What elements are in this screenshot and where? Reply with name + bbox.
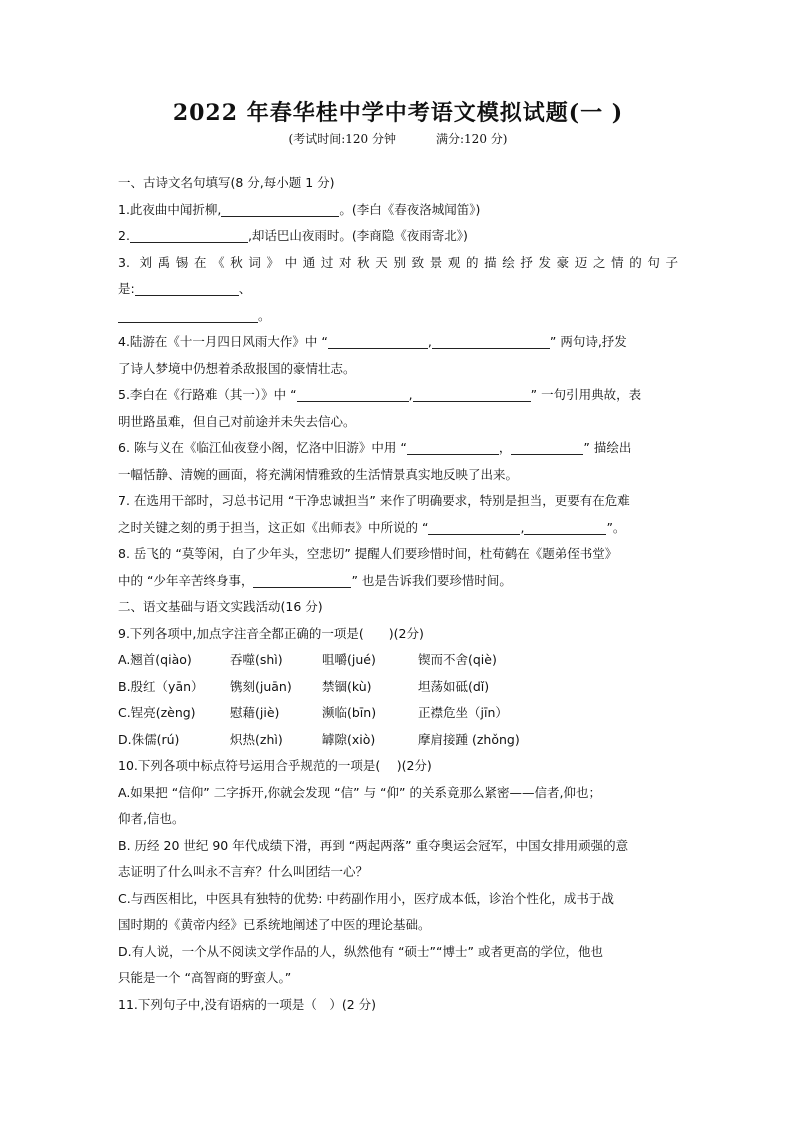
question-4-line1: 4.陆游在《十一月四日风雨大作》中 “ , ” 两句诗,抒发 xyxy=(118,334,627,349)
answer-blank[interactable] xyxy=(135,281,239,296)
section1-heading: 一、古诗文名句填写(8 分,每小题 1 分) xyxy=(118,175,335,190)
answer-blank[interactable] xyxy=(524,520,606,535)
question-10-option-b-line1[interactable]: B. 历经 20 世纪 90 年代成绩下滑，再到 “两起两落” 重夺奥运会冠军，中国女排用顽强的意 xyxy=(118,837,629,853)
question-10-option-c-line1[interactable]: C.与西医相比，中医具有独特的优势: 中药副作用小，医疗成本低，诊治个性化，成书于战 xyxy=(118,890,614,906)
question-9-option-c[interactable]: C.锃亮(zèng) 慰藉(jiè) 濒临(bīn) 正襟危坐（jīn） xyxy=(118,705,508,720)
answer-blank[interactable] xyxy=(221,202,339,217)
answer-blank[interactable] xyxy=(253,573,351,588)
answer-blank[interactable] xyxy=(428,520,520,535)
question-3-line3: 。 xyxy=(118,303,678,330)
question-3-line2: 是: 、 xyxy=(118,281,252,296)
answer-blank[interactable] xyxy=(297,387,409,402)
section2-heading: 二、语文基础与语文实践活动(16 分) xyxy=(118,599,323,614)
question-9-option-d[interactable]: D.侏儒(rú) 炽热(zhì) 罅隙(xiò) 摩肩接踵 (zhǒng) xyxy=(118,731,520,747)
question-7-line2: 之时关键之刻的勇于担当，这正如《出师表》中所说的 “ , ”。 xyxy=(118,519,626,535)
question-8-line2: 中的 “少年辛苦终身事， ” 也是告诉我们要珍惜时间。 xyxy=(118,572,512,588)
question-8-line1: 8. 岳飞的 “莫等闲，白了少年头，空悲切” 提醒人们要珍惜时间，杜荀鹤在《题弟侄书堂》 xyxy=(118,546,618,561)
question-10-option-d-line1[interactable]: D.有人说，一个从不阅读文学作品的人，纵然他有 “硕士”“博士” 或者更高的学位，他也 xyxy=(118,943,603,959)
exam-score: 满分:120 分) xyxy=(436,132,508,146)
answer-blank[interactable] xyxy=(130,228,248,243)
question-9-stem: 9.下列各项中,加点字注音全都正确的一项是( )(2分) xyxy=(118,625,424,641)
question-11-stem: 11.下列句子中,没有语病的一项是（ ）(2 分) xyxy=(118,996,377,1012)
question-7-line1: 7. 在选用干部时，习总书记用 “干净忠诚担当” 来作了明确要求，特别是担当，更要有在危难 xyxy=(118,493,630,508)
exam-title: 2022 年春华桂中学中考语文模拟试题(一 ) xyxy=(172,100,624,126)
question-10-option-a-line2: 仰者,信也。 xyxy=(118,811,185,826)
exam-subtitle xyxy=(118,130,678,148)
answer-blank[interactable] xyxy=(413,387,531,402)
question-5-line1: 5.李白在《行路难（其一）》中 “ , ” 一句引用典故，表 xyxy=(118,387,642,402)
answer-blank[interactable] xyxy=(432,334,550,349)
question-9-option-b[interactable]: B.殷红（yān） 镌刻(juān) 禁锢(kù) 坦荡如砥(dǐ) xyxy=(118,678,490,694)
answer-blank[interactable] xyxy=(511,440,583,455)
question-1: 1.此夜曲中闻折柳, 。(李白《春夜洛城闻笛》) xyxy=(118,201,481,217)
question-5-line2: 明世路虽难，但自己对前途并未失去信心。 xyxy=(118,413,356,429)
question-10-option-b-line2: 志证明了什么叫永不言弃？什么叫团结一心？ xyxy=(118,864,369,879)
question-10-option-a-line1[interactable]: A.如果把 “信仰” 二字拆开,你就会发现 “信” 与 “仰” 的关系竟那么紧密——信者,仰也； xyxy=(118,784,601,800)
question-10-option-c-line2: 国时期的《黄帝内经》已系统地阐述了中医的理论基础。 xyxy=(118,917,431,932)
answer-blank[interactable] xyxy=(118,308,258,323)
question-3-line1: 3. 刘禹锡在《秋词》中通过对秋天别致景观的描绘抒发豪迈之情的句子 xyxy=(118,254,678,270)
answer-blank[interactable] xyxy=(407,440,499,455)
question-4-line2: 了诗人梦境中仍想着杀敌报国的豪情壮志。 xyxy=(118,360,356,376)
question-10-stem: 10.下列各项中标点符号运用合乎规范的一项是( )(2分) xyxy=(118,758,432,773)
question-10-option-d-line2: 只能是一个 “高智商的野蛮人。” xyxy=(118,970,292,985)
question-6-line1: 6. 陈与义在《临江仙夜登小阁，忆洛中旧游》中用 “ ， ” 描绘出 xyxy=(118,440,632,455)
question-6-line2: 一幅恬静、清婉的画面，将充满闲情雅致的生活情景真实地反映了出来。 xyxy=(118,466,519,482)
question-9-option-a[interactable]: A.翘首(qiào) 吞噬(shì) 咀嚼(jué) 锲而不舍(qiè) xyxy=(118,652,497,667)
exam-page xyxy=(118,96,678,1018)
answer-blank[interactable] xyxy=(328,334,428,349)
question-2: 2. ,却话巴山夜雨时。(李商隐《夜雨寄北》) xyxy=(118,228,468,243)
exam-time: (考试时间:120 分钟 xyxy=(288,132,396,146)
